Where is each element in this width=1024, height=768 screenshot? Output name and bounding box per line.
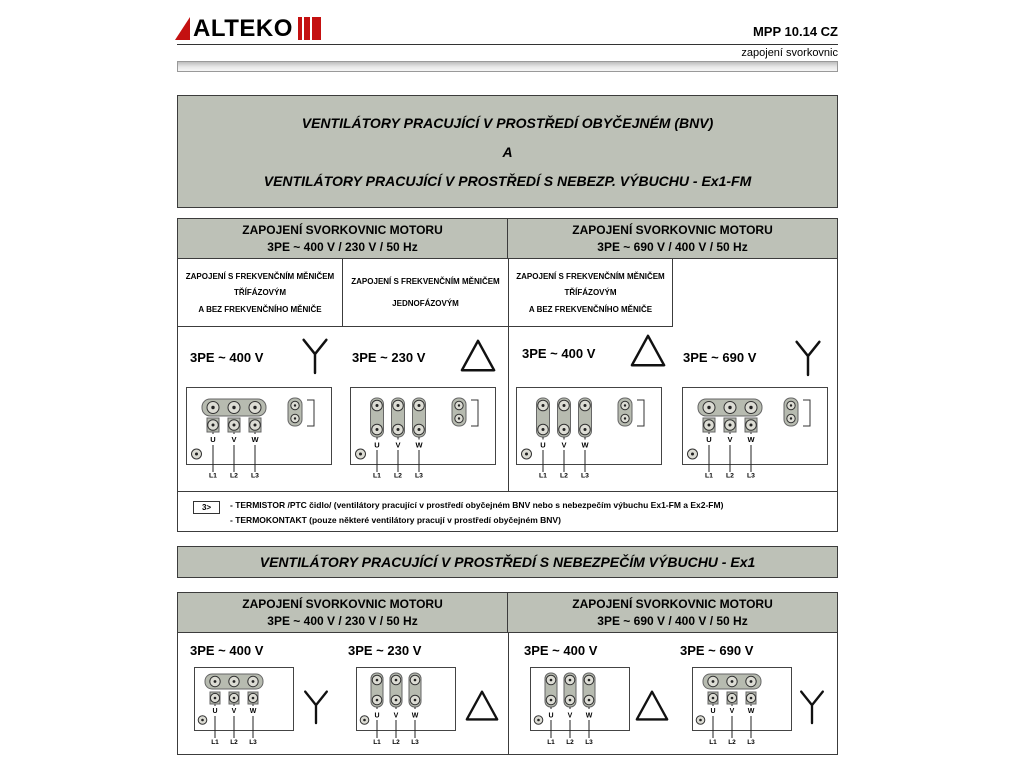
terminal-board-diagram-star: [194, 667, 294, 747]
note-line: ZAPOJENÍ S FREKVENČNÍM MĚNIČEM: [351, 277, 500, 286]
terminal-board-diagram-star: [692, 667, 792, 747]
section2-group-header-right: [508, 593, 837, 633]
header-divider: [177, 44, 838, 45]
logo-red-triangle-icon: [175, 17, 190, 40]
note-line: A BEZ FREKVENČNÍHO MĚNIČE: [528, 304, 653, 314]
note-line: ZAPOJENÍ S FREKVENČNÍM MĚNIČEM: [516, 271, 665, 281]
doc-code: MPP 10.14 CZ: [752, 24, 838, 39]
delta-connection-icon: [464, 689, 500, 723]
terminal-board-diagram-delta: [350, 387, 496, 479]
terminal-board-diagram-star: [186, 387, 332, 479]
footnote-row: [178, 491, 837, 532]
group-header-title: ZAPOJENÍ SVORKOVNIC MOTORU: [242, 223, 443, 237]
voltage-label: 3PE ~ 400 V: [190, 350, 264, 365]
star-connection-icon: [298, 687, 334, 725]
note-line: TŘÍFÁZOVÝM: [564, 288, 617, 297]
star-connection-icon: [789, 337, 827, 377]
delta-connection-icon: [629, 333, 667, 369]
group-header-voltage: 3PE ~ 690 V / 400 V / 50 Hz: [597, 614, 748, 628]
section1-col2-note: [343, 259, 508, 327]
group-header-title: ZAPOJENÍ SVORKOVNIC MOTORU: [572, 597, 773, 611]
note-line: TŘÍFÁZOVÝM: [234, 288, 286, 297]
section1-title: [177, 95, 838, 208]
section2-title: [177, 546, 838, 578]
group-header-title: ZAPOJENÍ SVORKOVNIC MOTORU: [572, 223, 773, 237]
table-vertical-divider: [508, 633, 509, 755]
section2-group-header-left: [178, 593, 508, 633]
section1-title-line1: VENTILÁTORY PRACUJÍCÍ V PROSTŘEDÍ OBYČEJNÉM (BNV): [301, 114, 714, 131]
voltage-label: 3PE ~ 400 V: [522, 346, 596, 361]
footnote-line2: - TERMOKONTAKT (pouze některé ventilátory pracují v prostředí obyčejném BNV): [230, 514, 561, 525]
terminal-board-diagram-delta: [516, 387, 662, 479]
voltage-label: 3PE ~ 690 V: [683, 350, 757, 365]
star-connection-icon: [794, 687, 830, 725]
voltage-label: 3PE ~ 230 V: [348, 643, 422, 658]
section1-group-header-left: [178, 219, 508, 259]
section1-group-header-right: [508, 219, 837, 259]
group-header-voltage: 3PE ~ 690 V / 400 V / 50 Hz: [597, 240, 748, 254]
terminal-board-diagram-star: [682, 387, 828, 479]
voltage-label: 3PE ~ 400 V: [190, 643, 264, 658]
group-header-title: ZAPOJENÍ SVORKOVNIC MOTORU: [242, 597, 443, 611]
section2-table: [177, 592, 838, 755]
terminal-board-diagram-delta: [356, 667, 456, 747]
delta-connection-icon: [459, 338, 497, 374]
page-subtitle: zapojení svorkovnic: [741, 47, 838, 59]
delta-connection-icon: [634, 689, 670, 723]
section1-title-line2: A: [502, 143, 513, 160]
section1-col1-note: [178, 259, 343, 327]
header-shaded-bar: [177, 61, 838, 72]
section1-table: [177, 218, 838, 532]
terminal-board-diagram-delta: [530, 667, 630, 747]
group-header-voltage: 3PE ~ 400 V / 230 V / 50 Hz: [267, 240, 418, 254]
alteko-logo: [175, 15, 321, 42]
footnote-text: [230, 498, 723, 528]
voltage-label: 3PE ~ 230 V: [352, 350, 426, 365]
section1-col3-note: [509, 259, 673, 327]
voltage-label: 3PE ~ 690 V: [680, 643, 754, 658]
section1-title-line3: VENTILÁTORY PRACUJÍCÍ V PROSTŘEDÍ S NEBEZP. VÝBUCHU - Ex1-FM: [263, 172, 752, 189]
group-header-voltage: 3PE ~ 400 V / 230 V / 50 Hz: [267, 614, 418, 628]
note-line: A BEZ FREKVENČNÍHO MĚNIČE: [198, 304, 322, 314]
note-line: ZAPOJENÍ S FREKVENČNÍM MĚNIČEM: [185, 271, 335, 281]
section2-title-line: VENTILÁTORY PRACUJÍCÍ V PROSTŘEDÍ S NEBEZPEČÍM VÝBUCHU - Ex1: [259, 554, 756, 570]
logo-text: ALTEKO: [193, 14, 293, 42]
star-connection-icon: [296, 335, 334, 375]
voltage-label: 3PE ~ 400 V: [524, 643, 598, 658]
note-line: JEDNOFÁZOVÝM: [392, 299, 459, 308]
logo-red-bars-icon: [298, 17, 321, 40]
thermistor-marker: 3>: [193, 501, 220, 514]
footnote-line1: - TERMISTOR /PTC čidlo/ (ventilátory pracující v prostředí obyčejném BNV nebo s nebezpečím výbuchu Ex1-FM a Ex2-FM): [230, 500, 724, 510]
